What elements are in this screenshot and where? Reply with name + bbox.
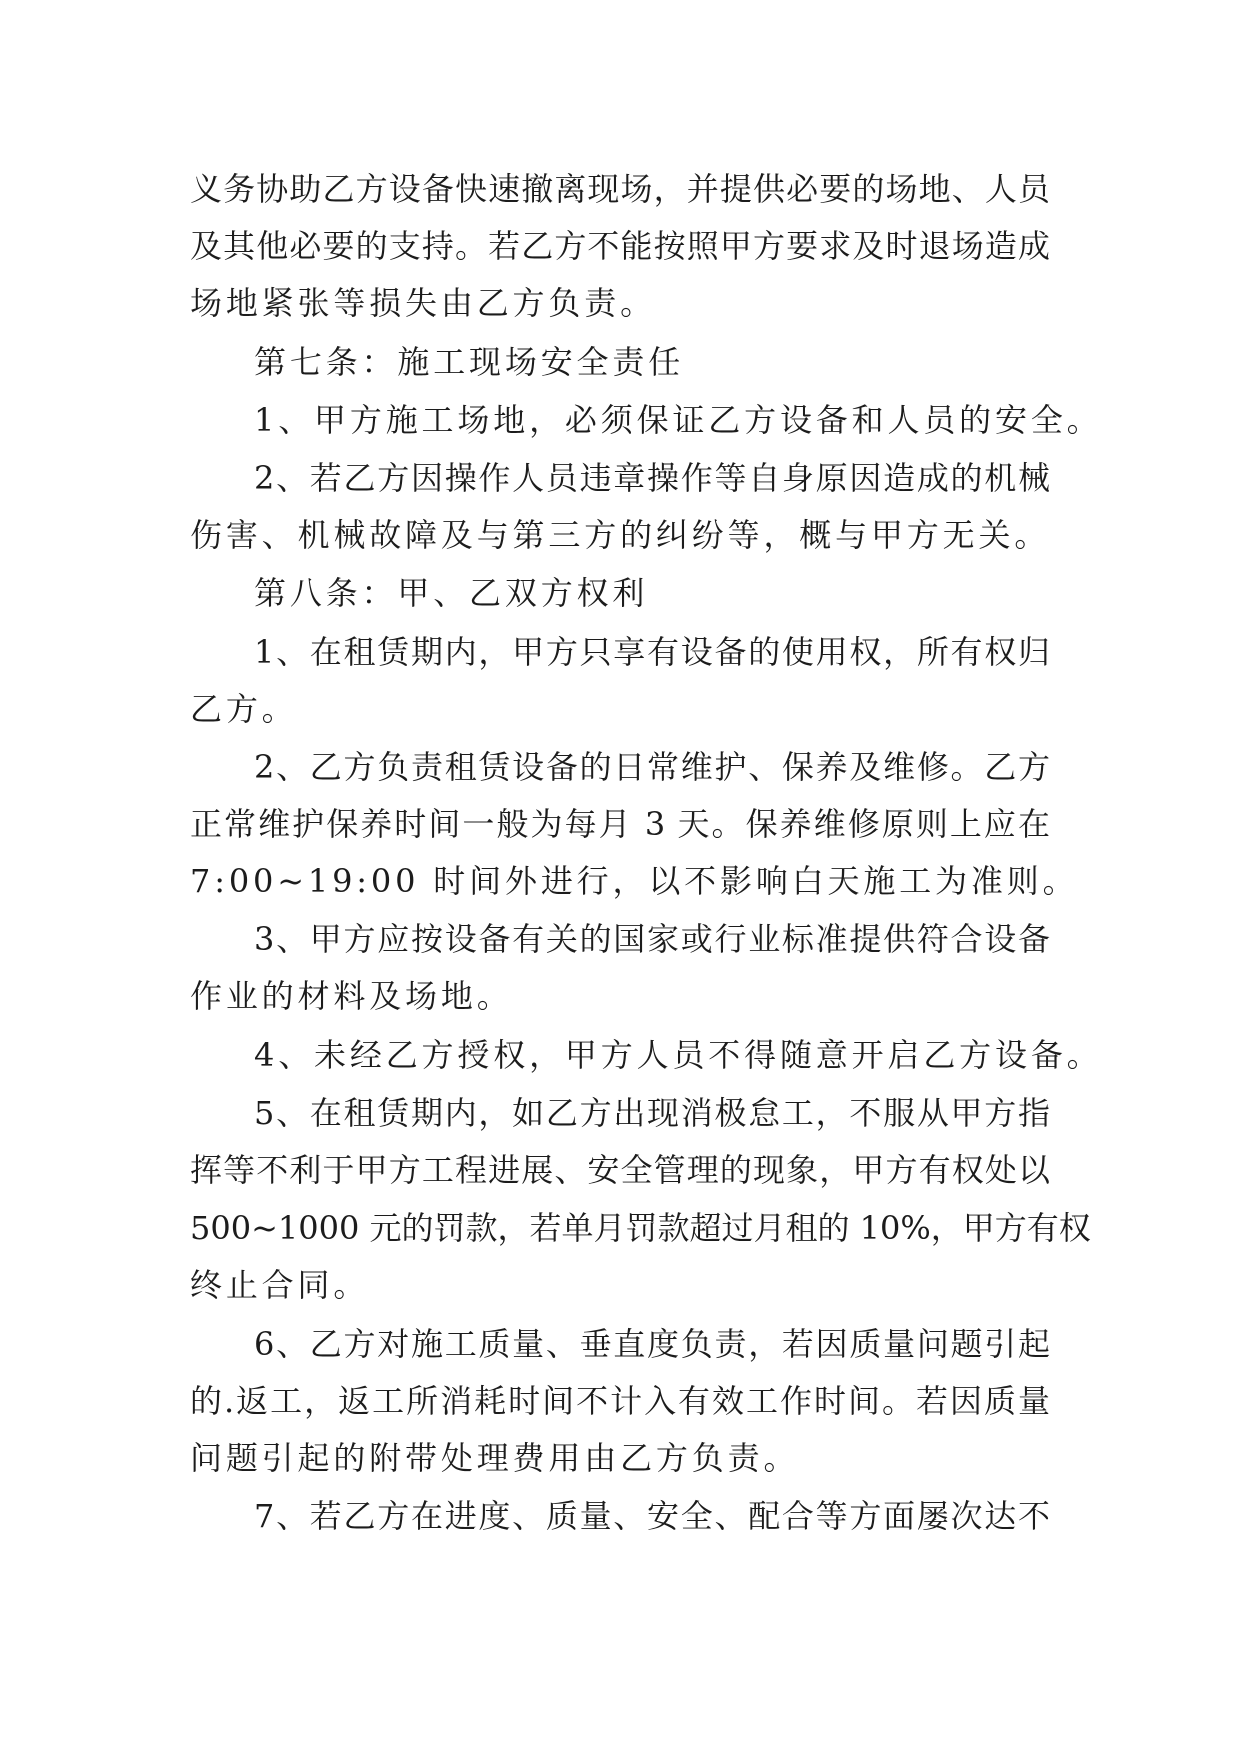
paragraph-line: 场地紧张等损失由乙方负责。 [190,284,656,322]
paragraph-line: 挥等不利于甲方工程进展、安全管理的现象，甲方有权处以 [190,1151,1050,1189]
paragraph-line: 的.返工，返工所消耗时间不计入有效工作时间。若因质量 [190,1382,1050,1420]
paragraph-line: 3、甲方应按设备有关的国家或行业标准提供符合设备 [254,920,1050,958]
paragraph-line: 7、若乙方在进度、质量、安全、配合等方面屡次达不 [254,1497,1050,1535]
paragraph-line: 4、未经乙方授权，甲方人员不得随意开启乙方设备。 [254,1036,1103,1074]
paragraph-line: 伤害、机械故障及与第三方的纠纷等，概与甲方无关。 [190,516,1051,554]
paragraph-line: 1、甲方施工场地，必须保证乙方设备和人员的安全。 [254,401,1103,439]
paragraph-line: 终止合同。 [190,1266,370,1304]
paragraph-line: 问题引起的附带处理费用由乙方负责。 [190,1439,800,1477]
paragraph-line: 5、在租赁期内，如乙方出现消极怠工，不服从甲方指 [254,1094,1050,1132]
paragraph-line: 作业的材料及场地。 [190,977,513,1015]
section-heading: 第八条：甲、乙双方权利 [254,574,649,612]
paragraph-line: 正常维护保养时间一般为每月 3 天。保养维修原则上应在 [190,805,1050,843]
paragraph-line: 500~1000 元的罚款，若单月罚款超过月租的 10%，甲方有权 [190,1209,1091,1247]
paragraph-line: 1、在租赁期内，甲方只享有设备的使用权，所有权归 [254,633,1050,671]
paragraph-line: 7:00~19:00 时间外进行，以不影响白天施工为准则。 [190,862,1079,900]
paragraph-line: 2、乙方负责租赁设备的日常维护、保养及维修。乙方 [254,748,1050,786]
paragraph-line: 6、乙方对施工质量、垂直度负责，若因质量问题引起 [254,1325,1050,1363]
paragraph-line: 及其他必要的支持。若乙方不能按照甲方要求及时退场造成 [190,227,1050,265]
section-heading: 第七条：施工现场安全责任 [254,343,685,381]
paragraph-line: 乙方。 [190,690,298,728]
paragraph-line: 2、若乙方因操作人员违章操作等自身原因造成的机械 [254,459,1050,497]
paragraph-line: 义务协助乙方设备快速撤离现场，并提供必要的场地、人员 [190,170,1050,208]
